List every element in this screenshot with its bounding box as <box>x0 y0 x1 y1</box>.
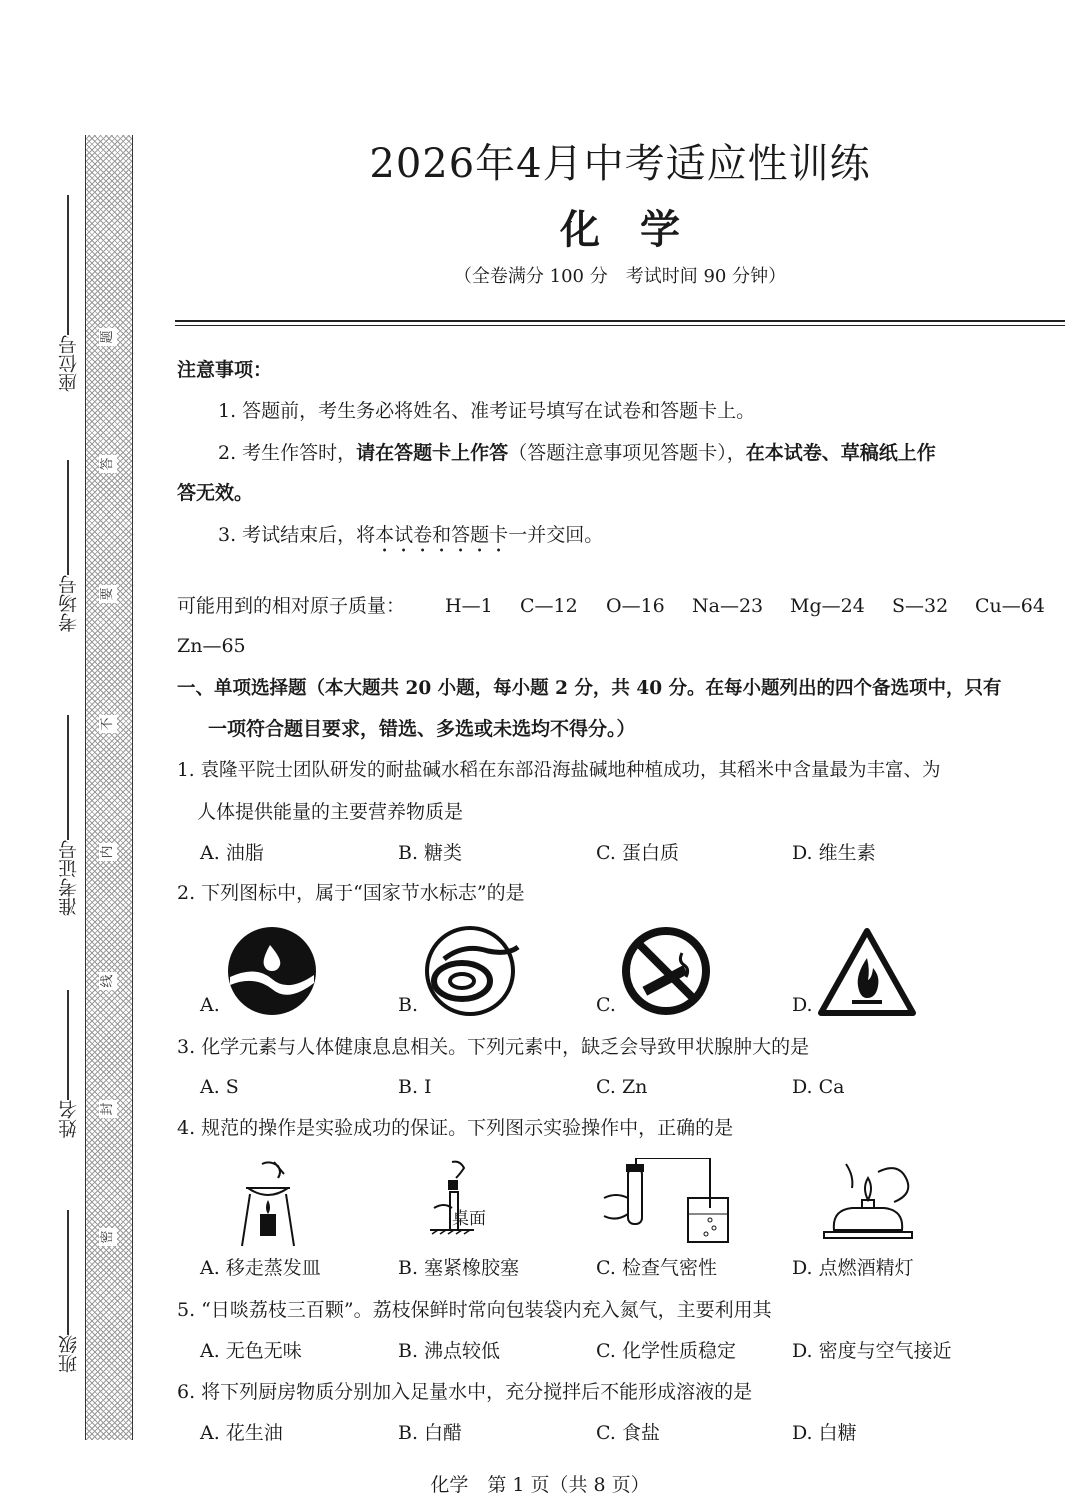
question-2-stem: 2. 下列图标中，属于“国家节水标志”的是 <box>177 882 525 904</box>
seat-number-label: 座位号 <box>57 335 80 392</box>
exam-title: 2026年4月中考适应性训练 <box>369 141 871 187</box>
question-6-stem: 6. 将下列厨房物质分别加入足量水中，充分搅拌后不能形成溶液的是 <box>177 1381 753 1403</box>
question-6-option-a[interactable]: A. 花生油 <box>200 1422 283 1444</box>
question-3-option-a[interactable]: A. S <box>200 1076 239 1098</box>
question-5-stem: 5. “日啖荔枝三百颗”。荔枝保鲜时常向包装袋内充入氮气，主要利用其 <box>177 1299 772 1321</box>
question-5-option-c[interactable]: C. 化学性质稳定 <box>596 1340 736 1362</box>
question-3-option-d[interactable]: D. Ca <box>792 1076 845 1098</box>
question-6-option-b[interactable]: B. 白醋 <box>398 1422 463 1444</box>
strip-char: 密 <box>99 1228 117 1246</box>
section-1-instructions-cont: 一项符合题目要求，错选、多选或未选均不得分。） <box>208 718 636 740</box>
atomic-mass-item: Mg—24 <box>790 595 865 617</box>
question-4-option-b[interactable]: B. 塞紧橡胶塞 <box>398 1257 520 1279</box>
question-2-option-c[interactable]: C. <box>596 994 616 1016</box>
desk-label: 桌面 <box>452 1209 486 1229</box>
atomic-mass-item: H—1 <box>445 595 493 617</box>
atomic-mass-item: C—12 <box>520 595 578 617</box>
notice-item-2 <box>218 440 936 466</box>
notice-item-3-suffix: 一并交回。 <box>508 524 604 546</box>
question-3-option-c[interactable]: C. Zn <box>596 1076 648 1098</box>
seat-number-field[interactable] <box>58 195 78 392</box>
admission-number-field[interactable] <box>58 715 78 916</box>
question-4-option-c[interactable]: C. 检查气密性 <box>596 1257 717 1279</box>
question-2-option-d[interactable]: D. <box>792 994 813 1016</box>
no-smoking-icon <box>620 925 712 1017</box>
section-1-instructions: 一、单项选择题（本大题共 20 小题，每小题 2 分，共 40 分。在每小题列出的四个备选项中，只有 <box>177 678 1002 699</box>
notice-item-3 <box>218 522 603 557</box>
subject-title: 化学 <box>560 206 720 253</box>
exam-room-field[interactable] <box>58 460 78 632</box>
question-4-stem: 4. 规范的操作是实验成功的保证。下列图示实验操作中，正确的是 <box>177 1117 734 1139</box>
notice-item-3-prefix: 3. 考试结束后，将 <box>218 524 376 546</box>
question-1-stem-cont: 人体提供能量的主要营养物质是 <box>197 801 464 823</box>
alcohol-lamp-apparatus-icon <box>818 1158 918 1250</box>
question-6-option-d[interactable]: D. 白糖 <box>792 1422 857 1444</box>
atomic-mass-item: Na—23 <box>692 595 764 617</box>
question-4-option-d[interactable]: D. 点燃酒精灯 <box>792 1257 914 1279</box>
question-1-option-c[interactable]: C. 蛋白质 <box>596 842 679 864</box>
strip-char: 答 <box>99 455 117 473</box>
atomic-mass-item: O—16 <box>606 595 665 617</box>
atomic-mass-item: S—32 <box>892 595 949 617</box>
strip-char: 内 <box>99 843 117 861</box>
notice-item-1: 1. 答题前，考生务必将姓名、准考证号填写在试卷和答题卡上。 <box>218 400 756 422</box>
atomic-mass-label: 可能用到的相对原子质量： <box>177 595 406 617</box>
strip-char: 封 <box>99 1100 117 1118</box>
question-1-option-d[interactable]: D. 维生素 <box>792 842 876 864</box>
question-1-stem: 1. 袁隆平院士团队研发的耐盐碱水稻在东部沿海盐碱地种植成功，其稻米中含量最为丰富、为 <box>177 760 941 781</box>
question-4-option-a[interactable]: A. 移走蒸发皿 <box>200 1257 321 1279</box>
name-field[interactable] <box>58 990 78 1138</box>
page-footer: 化学 第 1 页（共 8 页） <box>430 1474 650 1496</box>
question-2-option-a[interactable]: A. <box>200 994 220 1016</box>
class-field[interactable] <box>58 1210 78 1373</box>
notice-item-2-cont: 答无效。 <box>177 482 254 504</box>
rubber-stopper-apparatus-icon <box>430 1158 474 1250</box>
strip-char: 题 <box>99 328 117 346</box>
question-1-option-b[interactable]: B. 糖类 <box>398 842 463 864</box>
header-divider <box>175 320 1065 322</box>
question-6-option-c[interactable]: C. 食盐 <box>596 1422 660 1444</box>
water-drop-icon <box>226 925 318 1017</box>
question-3-option-b[interactable]: B. I <box>398 1076 432 1098</box>
question-2-option-b[interactable]: B. <box>398 994 419 1016</box>
exam-room-label: 考场号 <box>57 575 80 632</box>
notice-heading: 注意事项： <box>177 359 273 381</box>
water-saving-icon <box>422 925 522 1017</box>
airtightness-check-apparatus-icon <box>602 1158 732 1248</box>
strip-char: 要 <box>99 585 117 603</box>
header-divider-thin <box>175 325 1065 326</box>
evaporating-dish-apparatus-icon <box>238 1158 298 1250</box>
notice-item-2-mid: （答题注意事项见答题卡）， <box>508 442 746 464</box>
strip-char: 不 <box>99 715 117 733</box>
question-1-option-a[interactable]: A. 油脂 <box>200 842 264 864</box>
question-5-option-a[interactable]: A. 无色无味 <box>200 1340 302 1362</box>
notice-item-3-emphasis: 本试卷和答题卡 <box>375 524 509 546</box>
atomic-mass-item: Zn—65 <box>177 635 246 657</box>
atomic-mass-item: Cu—64 <box>975 595 1045 617</box>
question-3-stem: 3. 化学元素与人体健康息息相关。下列元素中，缺乏会导致甲状腺肿大的是 <box>177 1036 810 1058</box>
question-5-option-d[interactable]: D. 密度与空气接近 <box>792 1340 952 1362</box>
question-5-option-b[interactable]: B. 沸点较低 <box>398 1340 501 1362</box>
strip-char: 线 <box>99 972 117 990</box>
flammable-warning-icon <box>818 928 916 1016</box>
score-info: （全卷满分 100 分 考试时间 90 分钟） <box>453 266 787 287</box>
notice-item-2-bold-end: 在本试卷、草稿纸上作 <box>745 442 936 464</box>
class-label: 班级 <box>57 1335 80 1373</box>
name-label: 姓名 <box>57 1100 80 1138</box>
notice-item-2-bold: 请在答题卡上作答 <box>356 442 509 464</box>
admission-number-label: 准考证号 <box>57 840 80 916</box>
notice-item-2-prefix: 2. 考生作答时， <box>218 442 357 464</box>
